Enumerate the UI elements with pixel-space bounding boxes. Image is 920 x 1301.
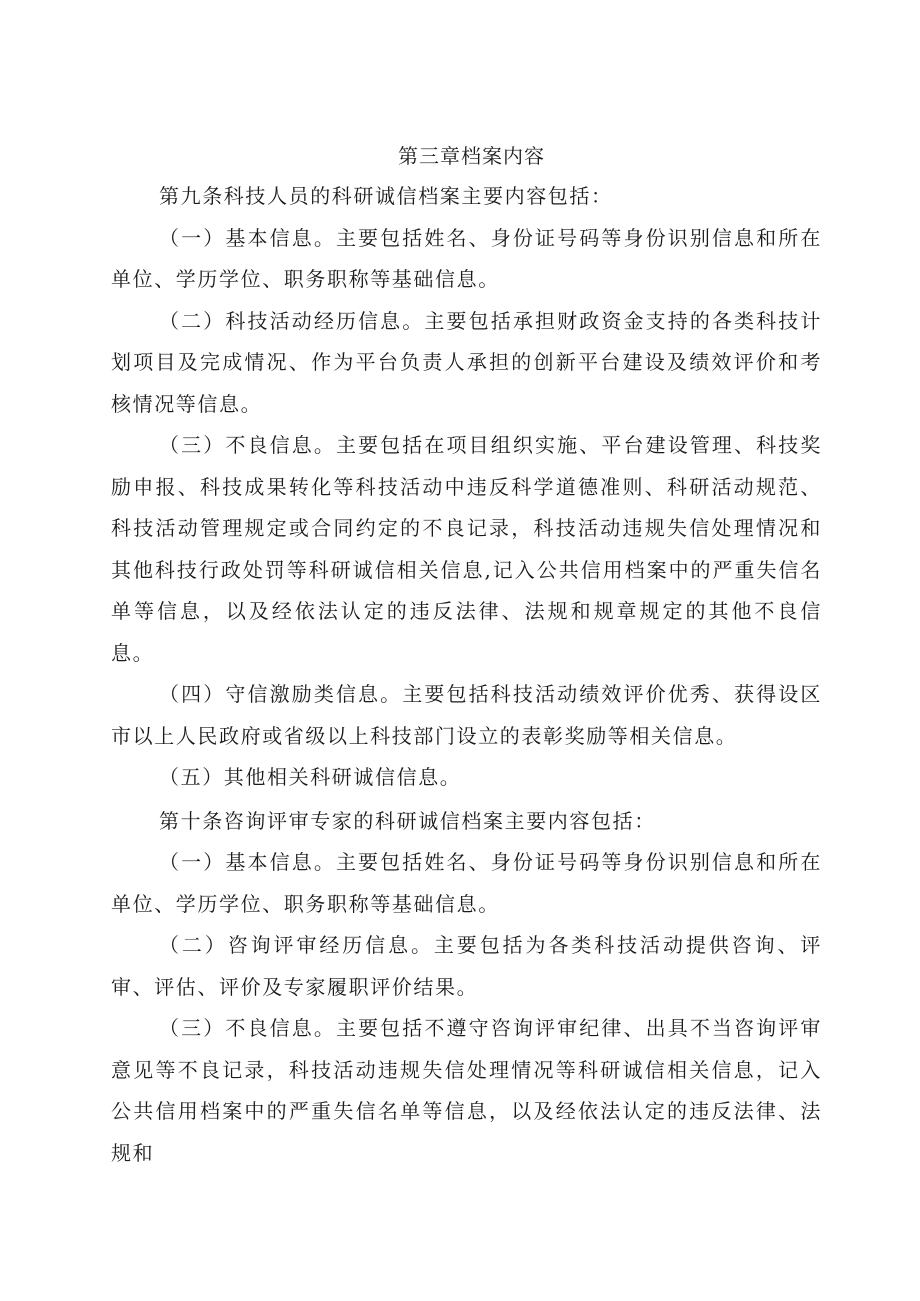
- article-9-item-4: （四）守信激励类信息。主要包括科技活动绩效评价优秀、获得设区市以上人民政府或省级以上科技部门设立的表彰奖励等相关信息。: [111, 682, 822, 748]
- article-10-item-2: （二）咨询评审经历信息。主要包括为各类科技活动提供咨询、评审、评估、评价及专家履职评价结果。: [111, 933, 822, 999]
- article-10-item-1: （一）基本信息。主要包括姓名、身份证号码等身份识别信息和所在单位、学历学位、职务职称等基础信息。: [111, 850, 822, 916]
- article-10-item-3: （三）不良信息。主要包括不遵守咨询评审纪律、出具不当咨询评审意见等不良记录，科技活动违规失信处理情况等科研诚信相关信息，记入公共信用档案中的严重失信名单等信息，以及经依法认定的违反法律、法规和: [111, 1016, 822, 1165]
- article-9-item-5: （五）其他相关科研诚信信息。: [159, 765, 462, 789]
- document-body: [111, 138, 822, 1174]
- article-9-heading: 第九条科技人员的科研诚信档案主要内容包括：: [159, 184, 613, 208]
- article-9-item-3: （三）不良信息。主要包括在项目组织实施、平台建设管理、科技奖励申报、科技成果转化等科技活动中违反科学道德准则、科研活动规范、科技活动管理规定或合同约定的不良记录，科技活动违规失信处理情况和其他科技行政处罚等科研诚信相关信息,记入公共信用档案中的严重失信名单等信息，以及经依法认定的违反法律、法规和规章规定的其他不良信息。: [111, 433, 822, 665]
- chapter-title: 第三章档案内容: [398, 144, 545, 168]
- article-10-heading: 第十条咨询评审专家的科研诚信档案主要内容包括：: [159, 808, 656, 833]
- article-9-item-2: （二）科技活动经历信息。主要包括承担财政资金支持的各类科技计划项目及完成情况、作为平台负责人承担的创新平台建设及绩效评价和考核情况等信息。: [111, 308, 822, 416]
- article-9-item-1: （一）基本信息。主要包括姓名、身份证号码等身份识别信息和所在单位、学历学位、职务职称等基础信息。: [111, 225, 822, 291]
